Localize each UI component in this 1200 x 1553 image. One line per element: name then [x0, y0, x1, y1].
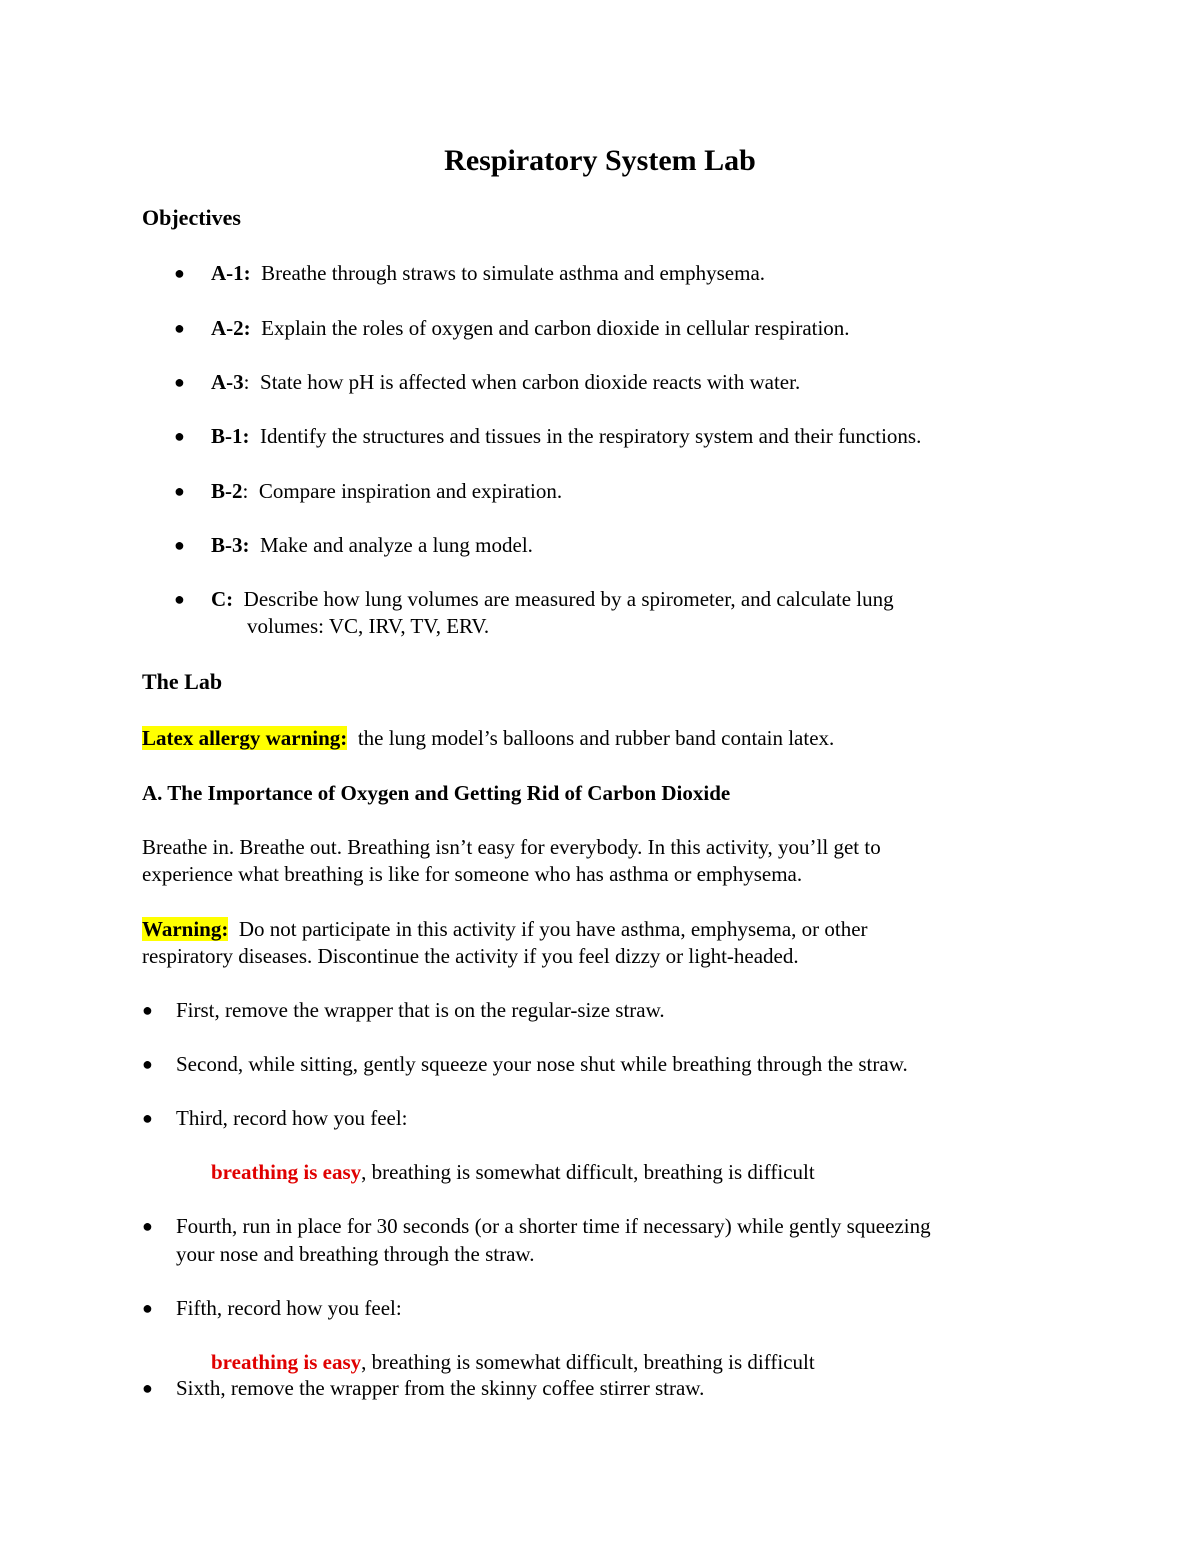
- step-item: Sixth, remove the wrapper from the skinny coffee stirrer straw.: [176, 1376, 705, 1400]
- warning-label: Warning:: [142, 917, 229, 941]
- step-item: Third, record how you feel:: [176, 1106, 408, 1130]
- step-item: Second, while sitting, gently squeeze your nose shut while breathing through the straw.: [176, 1052, 908, 1076]
- objective-item: A-2: Explain the roles of oxygen and carbon dioxide in cellular respiration.: [211, 316, 850, 340]
- objective-item: B-2: Compare inspiration and expiration.: [211, 479, 563, 503]
- selected-answer: breathing is easy: [211, 1160, 362, 1184]
- bullet-icon: ●: [174, 372, 185, 392]
- intro-paragraph-line: Breathe in. Breathe out. Breathing isn’t easy for everybody. In this activity, you’ll get to: [142, 835, 881, 859]
- bullet-icon: ●: [174, 426, 185, 446]
- answer-line: breathing is easy, breathing is somewhat difficult, breathing is difficult: [211, 1350, 815, 1374]
- section-a-heading: A. The Importance of Oxygen and Getting Rid of Carbon Dioxide: [142, 781, 731, 805]
- step-item: Fifth, record how you feel:: [176, 1296, 402, 1320]
- bullet-icon: ●: [142, 1378, 153, 1398]
- objective-item: A-3: State how pH is affected when carbon dioxide reacts with water.: [211, 370, 801, 394]
- objective-item: B-3: Make and analyze a lung model.: [211, 533, 533, 557]
- lab-heading: The Lab: [142, 669, 223, 694]
- bullet-icon: ●: [142, 1000, 153, 1020]
- bullet-icon: ●: [174, 589, 185, 609]
- bullet-icon: ●: [174, 318, 185, 338]
- bullet-icon: ●: [174, 535, 185, 555]
- bullet-icon: ●: [142, 1216, 153, 1236]
- step-item: First, remove the wrapper that is on the regular-size straw.: [176, 998, 665, 1022]
- latex-warning-label: Latex allergy warning:: [142, 726, 348, 750]
- objective-item: A-1: Breathe through straws to simulate asthma and emphysema.: [211, 261, 766, 285]
- answer-line: breathing is easy, breathing is somewhat difficult, breathing is difficult: [211, 1160, 815, 1184]
- step-item: Fourth, run in place for 30 seconds (or a shorter time if necessary) while gently squeezing: [176, 1214, 931, 1238]
- objective-item-continuation: volumes: VC, IRV, TV, ERV.: [247, 614, 490, 638]
- bullet-icon: ●: [142, 1108, 153, 1128]
- bullet-icon: ●: [142, 1298, 153, 1318]
- objectives-heading: Objectives: [142, 205, 241, 230]
- intro-paragraph-line: experience what breathing is like for someone who has asthma or emphysema.: [142, 862, 803, 886]
- step-item-continuation: your nose and breathing through the straw.: [176, 1242, 535, 1266]
- latex-warning: Latex allergy warning: the lung model’s balloons and rubber band contain latex.: [142, 726, 835, 750]
- bullet-icon: ●: [174, 481, 185, 501]
- bullet-icon: ●: [174, 263, 185, 283]
- warning-paragraph: Warning: Do not participate in this activity if you have asthma, emphysema, or other: [142, 917, 868, 941]
- warning-paragraph-line: respiratory diseases. Discontinue the activity if you feel dizzy or light-headed.: [142, 944, 799, 968]
- bullet-icon: ●: [142, 1054, 153, 1074]
- objective-item: C: Describe how lung volumes are measured by a spirometer, and calculate lung: [211, 587, 894, 611]
- selected-answer: breathing is easy: [211, 1350, 362, 1374]
- page-title: Respiratory System Lab: [444, 144, 756, 177]
- objective-item: B-1: Identify the structures and tissues in the respiratory system and their functions.: [211, 424, 922, 448]
